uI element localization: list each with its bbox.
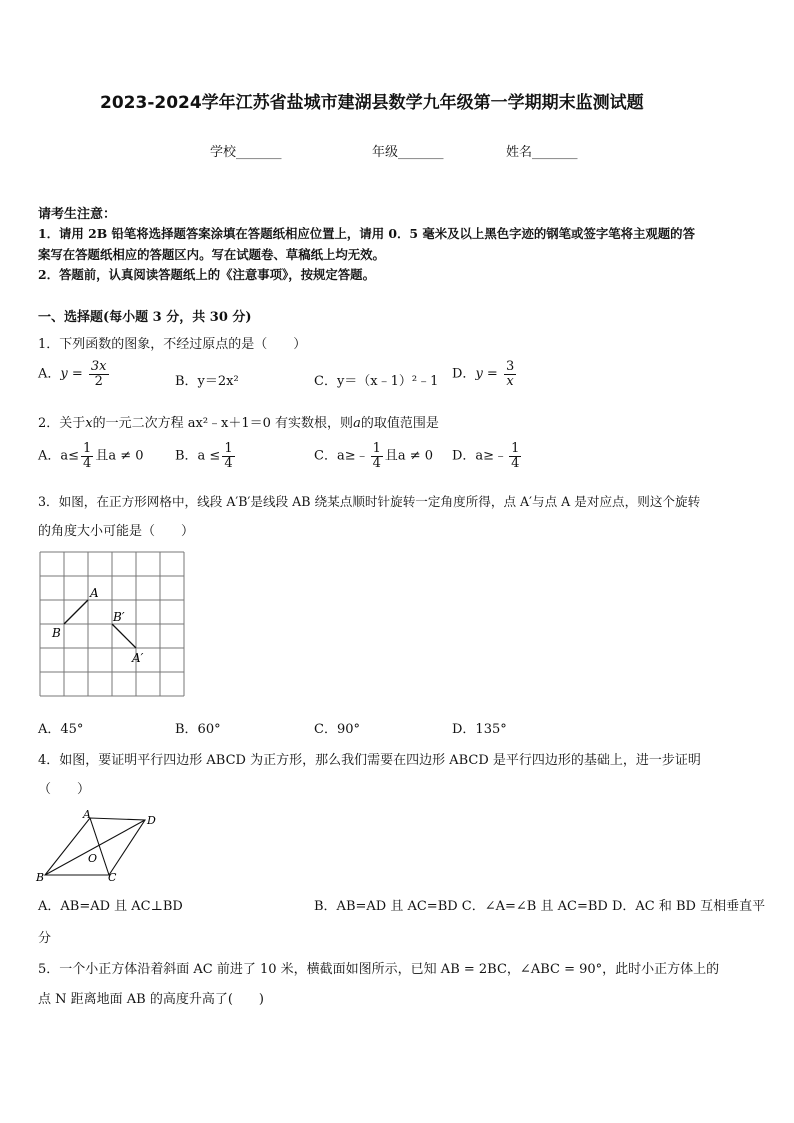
q4-parallelogram-figure bbox=[35, 808, 165, 883]
q1-option-d: D．y = $\frac{3}{x}$ bbox=[452, 359, 515, 389]
label-b: B bbox=[52, 626, 61, 640]
q2-option-b: B．a ≤ $\frac{1}{4}$ bbox=[175, 441, 233, 471]
section-heading: 一、选择题(每小题 3 分，共 30 分) bbox=[38, 310, 252, 325]
grade-field: 年级_______ bbox=[372, 145, 444, 160]
label-a: A bbox=[90, 586, 99, 600]
label-b: B bbox=[36, 871, 45, 883]
q3-stem-line-1: 3．如图，在正方形网格中，线段 A′B′是线段 AB 绕某点顺时针旋转一定角度所得，点 A′与点 A 是对应点，则这个旋转 bbox=[38, 494, 701, 509]
q1-option-a: A．y = $\frac{3x}{2}$ bbox=[38, 359, 107, 389]
label-a: A bbox=[83, 808, 91, 821]
q2-option-d: D．a≥﹣ $\frac{1}{4}$ bbox=[452, 441, 520, 471]
q4-option-d-cont: 分 bbox=[38, 931, 52, 946]
q3-option-b: B．60° bbox=[175, 722, 221, 737]
q3-option-c: C．90° bbox=[314, 722, 360, 737]
name-field: 姓名_______ bbox=[506, 145, 578, 160]
q5-stem-line-1: 5．一个小正方体沿着斜面 AC 前进了 10 米，横截面如图所示，已知 AB = 2BC，∠ABC = 90°，此时小正方体上的 bbox=[38, 962, 720, 977]
notice-line-2: 2．答题前，认真阅读答题纸上的《注意事项》，按规定答题。 bbox=[38, 267, 375, 282]
page-title: 2023-2024学年江苏省盐城市建湖县数学九年级第一学期期末监测试题 bbox=[100, 93, 644, 113]
q3-option-d: D．135° bbox=[452, 722, 507, 737]
q4-stem-line-1: 4．如图，要证明平行四边形 ABCD 为正方形，那么我们需要在四边形 ABCD 是平行四边形的基础上，进一步证明 bbox=[38, 753, 701, 768]
q3-grid-figure bbox=[38, 550, 188, 700]
label-d: D bbox=[147, 814, 156, 827]
q1-stem: 1．下列函数的图象，不经过原点的是（ ） bbox=[38, 337, 307, 352]
notice-heading: 请考生注意： bbox=[38, 207, 117, 222]
label-o: O bbox=[88, 852, 98, 865]
q3-stem-line-2: 的角度大小可能是（ ） bbox=[38, 524, 195, 539]
label-c: C bbox=[108, 871, 117, 883]
q4-option-a: A．AB=AD 且 AC⊥BD bbox=[38, 899, 183, 914]
school-field: 学校_______ bbox=[210, 145, 282, 160]
notice-line-1b: 案写在答题纸相应的答题区内。写在试题卷、草稿纸上均无效。 bbox=[38, 247, 385, 262]
q3-option-a: A．45° bbox=[38, 722, 84, 737]
q2-option-c: C．a≥﹣ $\frac{1}{4}$ 且a ≠ 0 bbox=[314, 441, 434, 471]
q1-option-c: C．y＝（x﹣1）²﹣1 bbox=[314, 374, 439, 389]
q4-stem-line-2: （ ） bbox=[38, 782, 91, 797]
label-bp: B′ bbox=[113, 610, 125, 624]
q1-option-b: B．y＝2x² bbox=[175, 374, 239, 389]
q4-option-bcd: B．AB=AD 且 AC=BD C．∠A=∠B 且 AC=BD D．AC 和 BD 互相垂直平 bbox=[314, 899, 766, 914]
label-ap: A′ bbox=[132, 651, 144, 665]
notice-line-1a: 1．请用 2B 铅笔将选择题答案涂填在答题纸相应位置上，请用 0．5 毫米及以上黑色字迹的钢笔或签字笔将主观题的答 bbox=[38, 226, 695, 241]
q5-stem-line-2: 点 N 距离地面 AB 的高度升高了( ) bbox=[38, 992, 264, 1007]
q2-stem: 2．关于x的一元二次方程 ax²﹣x＋1＝0 有实数根，则a的取值范围是 bbox=[38, 416, 439, 431]
q2-option-a: A．a≤ $\frac{1}{4}$ 且a ≠ 0 bbox=[38, 441, 144, 471]
segment-apbp bbox=[112, 624, 136, 648]
segment-ab bbox=[64, 600, 88, 624]
